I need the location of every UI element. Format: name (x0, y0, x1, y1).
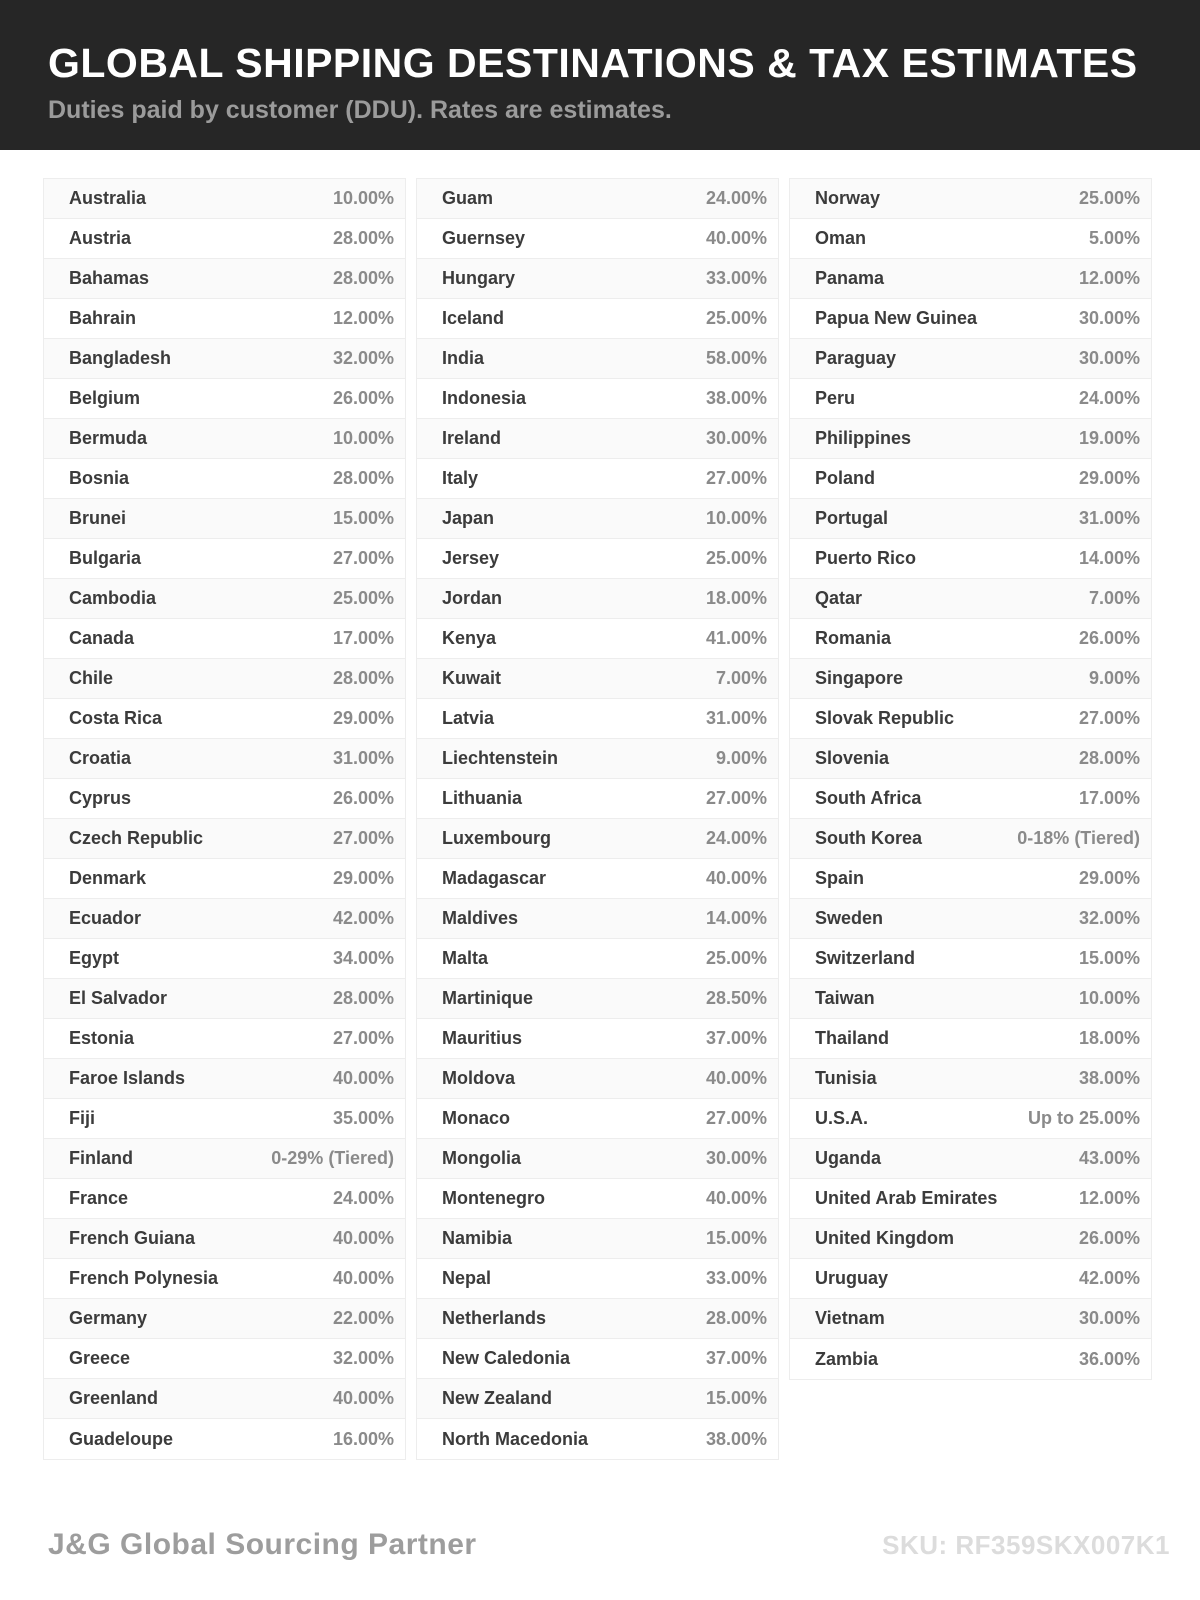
country-name: Liechtenstein (442, 748, 559, 768)
table-row (44, 619, 405, 659)
tax-rate: 28.00% (705, 1308, 767, 1328)
table-row (790, 1339, 1151, 1379)
tax-rate: 42.00% (332, 908, 394, 928)
country-name: Chile (69, 668, 114, 688)
country-name: Poland (815, 468, 876, 488)
rates-table (43, 178, 1152, 1460)
country-name: Spain (815, 868, 865, 888)
table-row (417, 819, 778, 859)
table-row (417, 419, 778, 459)
tax-rate: 38.00% (1078, 1068, 1140, 1088)
table-row (790, 419, 1151, 459)
table-row (417, 1059, 778, 1099)
table-row (790, 899, 1151, 939)
country-name: Italy (442, 468, 479, 488)
tax-rate: 9.00% (1088, 668, 1140, 688)
tax-rate: 43.00% (1078, 1148, 1140, 1168)
page-footer (0, 1528, 1200, 1562)
table-row (417, 739, 778, 779)
tax-rate: 30.00% (705, 1148, 767, 1168)
tax-rate: 29.00% (1078, 468, 1140, 488)
country-name: Slovak Republic (815, 708, 955, 728)
table-row (417, 259, 778, 299)
table-row (44, 419, 405, 459)
tax-rate: 29.00% (332, 708, 394, 728)
tax-rate: 28.50% (705, 988, 767, 1008)
country-name: Paraguay (815, 348, 897, 368)
country-name: Maldives (442, 908, 519, 928)
country-name: Cambodia (69, 588, 157, 608)
table-row (417, 379, 778, 419)
tax-rate: 37.00% (705, 1028, 767, 1048)
table-row (44, 899, 405, 939)
country-name: Brunei (69, 508, 127, 528)
page-header (0, 0, 1200, 150)
country-name: Madagascar (442, 868, 547, 888)
table-row (417, 659, 778, 699)
table-row (417, 1139, 778, 1179)
country-name: Latvia (442, 708, 495, 728)
tax-rate: 30.00% (1078, 1308, 1140, 1328)
country-name: Fiji (69, 1108, 95, 1128)
tax-rate: 31.00% (1078, 508, 1140, 528)
country-name: Martinique (442, 988, 534, 1008)
country-name: Portugal (815, 508, 889, 528)
table-row (790, 1219, 1151, 1259)
table-row (790, 339, 1151, 379)
tax-rate: 35.00% (332, 1108, 394, 1128)
tax-rate: 34.00% (332, 948, 394, 968)
tax-rate: 40.00% (705, 1188, 767, 1208)
table-row (417, 339, 778, 379)
country-name: Thailand (815, 1028, 890, 1048)
country-name: Greenland (69, 1388, 159, 1408)
table-row (44, 1379, 405, 1419)
tax-rate: 18.00% (705, 588, 767, 608)
table-row (790, 459, 1151, 499)
country-name: South Africa (815, 788, 922, 808)
country-name: United Kingdom (815, 1228, 954, 1248)
table-row (44, 459, 405, 499)
tax-rate: 7.00% (1088, 588, 1140, 608)
tax-rate: 14.00% (1078, 548, 1140, 568)
tax-rate: 27.00% (705, 1108, 767, 1128)
country-name: Uganda (815, 1148, 882, 1168)
country-name: Australia (69, 188, 147, 208)
country-name: Kuwait (442, 668, 502, 688)
table-row (417, 299, 778, 339)
tax-rate: 30.00% (1078, 308, 1140, 328)
country-name: India (442, 348, 485, 368)
country-name: North Macedonia (442, 1428, 589, 1449)
tax-rate: 29.00% (332, 868, 394, 888)
table-row (44, 1099, 405, 1139)
table-row (417, 1299, 778, 1339)
country-name: Uruguay (815, 1268, 889, 1288)
tax-rate: 10.00% (705, 508, 767, 528)
table-row (790, 539, 1151, 579)
table-row (790, 739, 1151, 779)
tax-rate: 12.00% (332, 308, 394, 328)
table-row (44, 539, 405, 579)
tax-rate: 27.00% (705, 468, 767, 488)
tax-rate: 27.00% (332, 548, 394, 568)
tax-rate: 25.00% (332, 588, 394, 608)
page-subtitle: Duties paid by customer (DDU). Rates are estimates. (48, 96, 672, 124)
country-name: United Arab Emirates (815, 1188, 998, 1208)
country-name: Indonesia (442, 388, 527, 408)
table-row (44, 1059, 405, 1099)
country-name: Czech Republic (69, 828, 204, 848)
table-row (790, 779, 1151, 819)
country-name: Qatar (815, 588, 863, 608)
tax-rate: 14.00% (705, 908, 767, 928)
tax-rate: Up to 25.00% (1027, 1108, 1140, 1128)
country-name: Vietnam (815, 1308, 885, 1328)
country-name: Bulgaria (69, 548, 142, 568)
table-row (790, 1019, 1151, 1059)
tax-rate: 28.00% (1078, 748, 1140, 768)
country-name: Philippines (815, 428, 912, 448)
country-name: Panama (815, 268, 885, 288)
table-row (790, 1259, 1151, 1299)
table-row (417, 499, 778, 539)
country-name: El Salvador (69, 988, 168, 1008)
table-row (44, 1019, 405, 1059)
country-name: Greece (69, 1348, 131, 1368)
table-row (790, 1139, 1151, 1179)
tax-rate: 33.00% (705, 1268, 767, 1288)
country-name: Mauritius (442, 1028, 523, 1048)
tax-rate: 40.00% (332, 1268, 394, 1288)
tax-rate: 28.00% (332, 268, 394, 288)
country-name: New Caledonia (442, 1348, 571, 1368)
tax-rate: 25.00% (705, 948, 767, 968)
tax-rate: 10.00% (1078, 988, 1140, 1008)
tax-rate: 28.00% (332, 468, 394, 488)
tax-rate: 42.00% (1078, 1268, 1140, 1288)
country-name: Nepal (442, 1268, 492, 1288)
tax-rate: 22.00% (332, 1308, 394, 1328)
tax-rate: 38.00% (705, 388, 767, 408)
table-row (417, 619, 778, 659)
country-name: France (69, 1188, 129, 1208)
tax-rate: 27.00% (332, 828, 394, 848)
tax-rate: 18.00% (1078, 1028, 1140, 1048)
tax-rate: 27.00% (705, 788, 767, 808)
table-row (790, 1099, 1151, 1139)
tax-rate: 27.00% (1078, 708, 1140, 728)
tax-rate: 26.00% (1078, 1228, 1140, 1248)
table-row (417, 1419, 778, 1459)
table-row (790, 219, 1151, 259)
table-row (44, 1139, 405, 1179)
tax-rate: 31.00% (332, 748, 394, 768)
table-row (417, 899, 778, 939)
tax-rate: 12.00% (1078, 1188, 1140, 1208)
country-name: Kenya (442, 628, 497, 648)
country-name: French Guiana (69, 1228, 196, 1248)
tax-rate: 32.00% (1078, 908, 1140, 928)
table-row (417, 699, 778, 739)
tax-rate: 24.00% (705, 188, 767, 208)
tax-rate: 38.00% (705, 1428, 767, 1449)
table-row (417, 779, 778, 819)
table-row (790, 699, 1151, 739)
tax-rate: 40.00% (705, 228, 767, 248)
table-row (417, 979, 778, 1019)
tax-rate: 17.00% (1078, 788, 1140, 808)
table-row (44, 379, 405, 419)
country-name: Japan (442, 508, 495, 528)
table-row (44, 579, 405, 619)
country-name: Guam (442, 188, 494, 208)
country-name: Guadeloupe (69, 1428, 174, 1449)
table-row (790, 819, 1151, 859)
tax-rate: 28.00% (332, 668, 394, 688)
country-name: Bangladesh (69, 348, 172, 368)
country-name: Hungary (442, 268, 516, 288)
country-name: Belgium (69, 388, 141, 408)
country-name: Malta (442, 948, 489, 968)
country-name: Denmark (69, 868, 147, 888)
country-name: Taiwan (815, 988, 875, 1008)
table-row (44, 299, 405, 339)
tax-rate: 32.00% (332, 1348, 394, 1368)
country-name: Germany (69, 1308, 148, 1328)
table-row (44, 779, 405, 819)
table-row (790, 379, 1151, 419)
table-row (417, 579, 778, 619)
table-row (44, 979, 405, 1019)
country-name: Finland (69, 1148, 133, 1168)
page-title: GLOBAL SHIPPING DESTINATIONS & TAX ESTIMATES (48, 40, 1138, 86)
tax-rate: 28.00% (332, 228, 394, 248)
country-name: Moldova (442, 1068, 516, 1088)
country-name: Namibia (442, 1228, 513, 1248)
country-name: Monaco (442, 1108, 511, 1128)
country-name: Zambia (815, 1348, 879, 1369)
country-name: Norway (815, 188, 881, 208)
tax-rate: 26.00% (332, 788, 394, 808)
tax-rate: 0-18% (Tiered) (1017, 828, 1140, 848)
tax-rate: 33.00% (705, 268, 767, 288)
country-name: Jordan (442, 588, 503, 608)
table-row (790, 939, 1151, 979)
country-name: Bosnia (69, 468, 130, 488)
country-name: Ecuador (69, 908, 142, 928)
tax-rate: 24.00% (332, 1188, 394, 1208)
tax-rate: 29.00% (1078, 868, 1140, 888)
table-row (790, 259, 1151, 299)
tax-rate: 41.00% (705, 628, 767, 648)
tax-rate: 12.00% (1078, 268, 1140, 288)
table-row (790, 499, 1151, 539)
table-row (44, 659, 405, 699)
table-row (417, 1339, 778, 1379)
country-name: Faroe Islands (69, 1068, 186, 1088)
table-row (417, 539, 778, 579)
tax-rate: 15.00% (1078, 948, 1140, 968)
table-row (44, 259, 405, 299)
country-name: Bahrain (69, 308, 137, 328)
tax-rate: 10.00% (332, 428, 394, 448)
tax-rate: 26.00% (332, 388, 394, 408)
country-name: Jersey (442, 548, 500, 568)
table-row (44, 859, 405, 899)
country-name: Ireland (442, 428, 502, 448)
rates-column-1 (43, 178, 406, 1460)
table-row (44, 1259, 405, 1299)
tax-rate: 15.00% (332, 508, 394, 528)
tax-rate: 0-29% (Tiered) (271, 1148, 394, 1168)
country-name: Singapore (815, 668, 904, 688)
tax-rate: 15.00% (705, 1388, 767, 1408)
tax-rate: 15.00% (705, 1228, 767, 1248)
tax-rate: 40.00% (705, 1068, 767, 1088)
country-name: Slovenia (815, 748, 890, 768)
country-name: Cyprus (69, 788, 132, 808)
country-name: Romania (815, 628, 892, 648)
table-row (790, 659, 1151, 699)
tax-rate: 32.00% (332, 348, 394, 368)
tax-rate: 24.00% (705, 828, 767, 848)
country-name: Canada (69, 628, 135, 648)
table-row (417, 859, 778, 899)
table-row (44, 1419, 405, 1459)
tax-rate: 28.00% (332, 988, 394, 1008)
tax-rate: 9.00% (715, 748, 767, 768)
country-name: Egypt (69, 948, 120, 968)
tax-rate: 16.00% (332, 1428, 394, 1449)
table-row (790, 979, 1151, 1019)
table-row (790, 1059, 1151, 1099)
tax-rate: 37.00% (705, 1348, 767, 1368)
sku-label: SKU: RF359SKX007K1 (882, 1530, 1170, 1560)
table-row (417, 1099, 778, 1139)
tax-rate: 7.00% (715, 668, 767, 688)
tax-rate: 25.00% (1078, 188, 1140, 208)
table-row (417, 219, 778, 259)
table-row (44, 1299, 405, 1339)
table-row (44, 1179, 405, 1219)
country-name: South Korea (815, 828, 923, 848)
table-row (417, 1179, 778, 1219)
tax-rate: 24.00% (1078, 388, 1140, 408)
country-name: Puerto Rico (815, 548, 917, 568)
country-name: Netherlands (442, 1308, 547, 1328)
table-row (790, 859, 1151, 899)
table-row (44, 499, 405, 539)
country-name: Papua New Guinea (815, 308, 978, 328)
table-row (44, 939, 405, 979)
country-name: Croatia (69, 748, 132, 768)
country-name: Sweden (815, 908, 884, 928)
country-name: Lithuania (442, 788, 522, 808)
country-name: Oman (815, 228, 867, 248)
table-row (417, 1259, 778, 1299)
country-name: Montenegro (442, 1188, 545, 1208)
brand-name: J&G Global Sourcing Partner (48, 1528, 477, 1561)
country-name: Estonia (69, 1028, 135, 1048)
table-row (790, 179, 1151, 219)
table-row (44, 819, 405, 859)
table-row (417, 1019, 778, 1059)
table-row (417, 939, 778, 979)
country-name: U.S.A. (815, 1108, 869, 1128)
tax-rate: 17.00% (332, 628, 394, 648)
tax-rate: 25.00% (705, 308, 767, 328)
tax-rate: 36.00% (1078, 1348, 1140, 1369)
country-name: Tunisia (815, 1068, 877, 1088)
table-row (417, 179, 778, 219)
tax-rate: 40.00% (332, 1388, 394, 1408)
tax-rate: 40.00% (705, 868, 767, 888)
tax-rate: 31.00% (705, 708, 767, 728)
country-name: Bahamas (69, 268, 150, 288)
tax-rate: 40.00% (332, 1068, 394, 1088)
tax-rate: 30.00% (1078, 348, 1140, 368)
rates-column-2 (416, 178, 779, 1460)
table-row (417, 1379, 778, 1419)
country-name: Mongolia (442, 1148, 521, 1168)
country-name: Peru (815, 388, 856, 408)
table-row (790, 1179, 1151, 1219)
country-name: Guernsey (442, 228, 526, 248)
tax-rate: 10.00% (332, 188, 394, 208)
table-row (790, 619, 1151, 659)
tax-rate: 5.00% (1088, 228, 1140, 248)
rates-column-3 (789, 178, 1152, 1380)
country-name: French Polynesia (69, 1268, 219, 1288)
tax-rate: 40.00% (332, 1228, 394, 1248)
table-row (44, 219, 405, 259)
tax-rate: 26.00% (1078, 628, 1140, 648)
tax-rate: 25.00% (705, 548, 767, 568)
table-row (417, 459, 778, 499)
table-row (790, 299, 1151, 339)
country-name: Switzerland (815, 948, 916, 968)
country-name: Costa Rica (69, 708, 163, 728)
table-row (44, 179, 405, 219)
table-row (44, 739, 405, 779)
tax-rate: 58.00% (705, 348, 767, 368)
country-name: Bermuda (69, 428, 148, 448)
table-row (417, 1219, 778, 1259)
table-row (790, 1299, 1151, 1339)
country-name: Iceland (442, 308, 505, 328)
table-row (790, 579, 1151, 619)
table-row (44, 699, 405, 739)
tax-rate: 27.00% (332, 1028, 394, 1048)
table-row (44, 1219, 405, 1259)
country-name: New Zealand (442, 1388, 553, 1408)
country-name: Luxembourg (442, 828, 552, 848)
tax-rate: 30.00% (705, 428, 767, 448)
country-name: Austria (69, 228, 132, 248)
tax-rate: 19.00% (1078, 428, 1140, 448)
table-row (44, 1339, 405, 1379)
table-row (44, 339, 405, 379)
